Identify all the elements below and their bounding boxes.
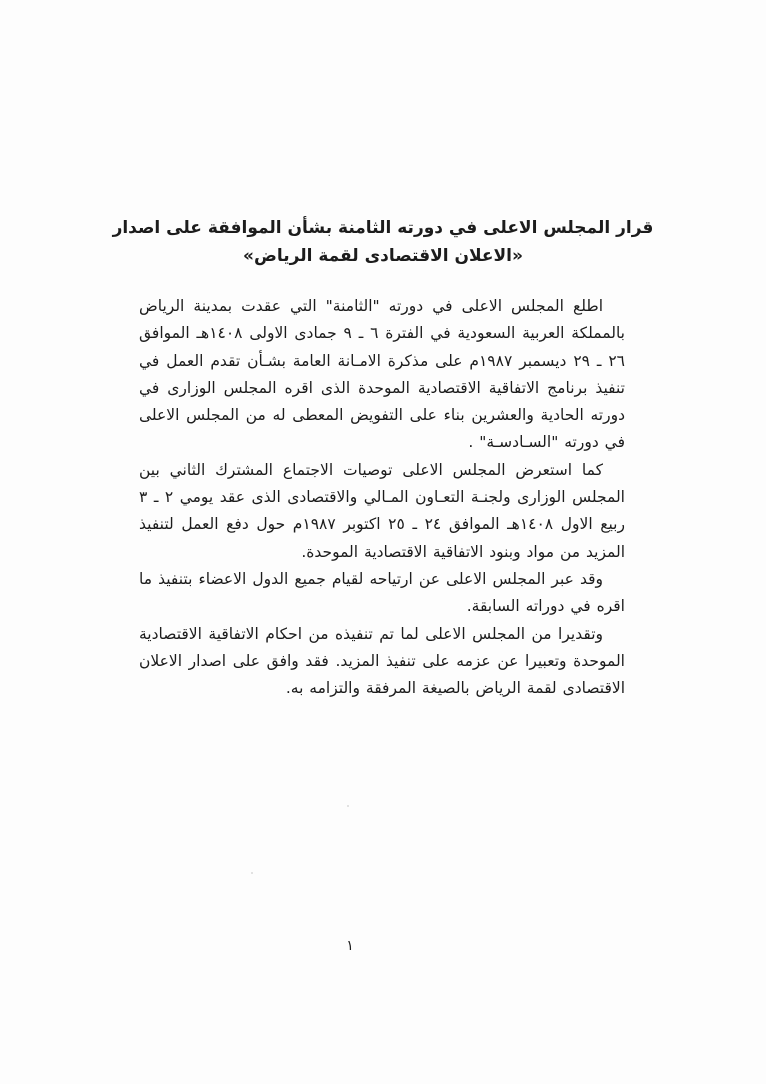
document-title-line-2: «الاعلان الاقتصادى لقمة الرياض» <box>243 246 523 266</box>
scan-speck <box>347 805 349 807</box>
paragraph-3: وقد عبر المجلس الاعلى عن ارتياحه لقيام جميع الدول الاعضاء بتنفيذ ما اقره في دوراته السابقة. <box>139 569 625 616</box>
document-title <box>0 214 766 270</box>
page-number: ١ <box>346 938 354 954</box>
document-title-line-1: قرار المجلس الاعلى في دورته الثامنة بشأن الموافقة على اصدار <box>112 218 654 238</box>
scan-speck <box>251 872 253 874</box>
paragraph-4: وتقديرا من المجلس الاعلى لما تم تنفيذه من احكام الاتفاقية الاقتصادية الموحدة وتعبيرا عن عزمه على تنفيذ المزيد. فقد وافق على اصدار الاعلان الاقتصادى لقمة الرياض بالصيغة المرفقة والتزامه به. <box>139 624 625 698</box>
paragraph-2: كما استعرض المجلس الاعلى توصيات الاجتماع المشترك الثاني بين المجلس الوزارى ولجنـة التعـاون المـالي والاقتصادى الذى عقد يومي ٢ ـ ٣ ربيع الاول ١٤٠٨هـ الموافق ٢٤ ـ ٢٥ اكتوبر ١٩٨٧م حول دفع العمل لتنفيذ المزيد من مواد وبنود الاتفاقية الاقتصادية الموحدة. <box>139 460 625 561</box>
paragraph-1: اطلع المجلس الاعلى في دورته "الثامنة" التي عقدت بمدينة الرياض بالمملكة العربية السعودية في الفترة ٦ ـ ٩ جمادى الاولى ١٤٠٨هـ الموافق ٢٦ ـ ٢٩ ديسمبر ١٩٨٧م على مذكرة الامـانة العامة بشـأن تقدم العمل في تنفيذ برنامج الاتفاقية الاقتصادية الموحدة الذى اقره المجلس الوزارى في دورته الحادية والعشرين بناء على التفويض المعطى له من المجلس الاعلى في دورته "السـادسـة" . <box>139 297 625 452</box>
document-body <box>139 293 625 702</box>
